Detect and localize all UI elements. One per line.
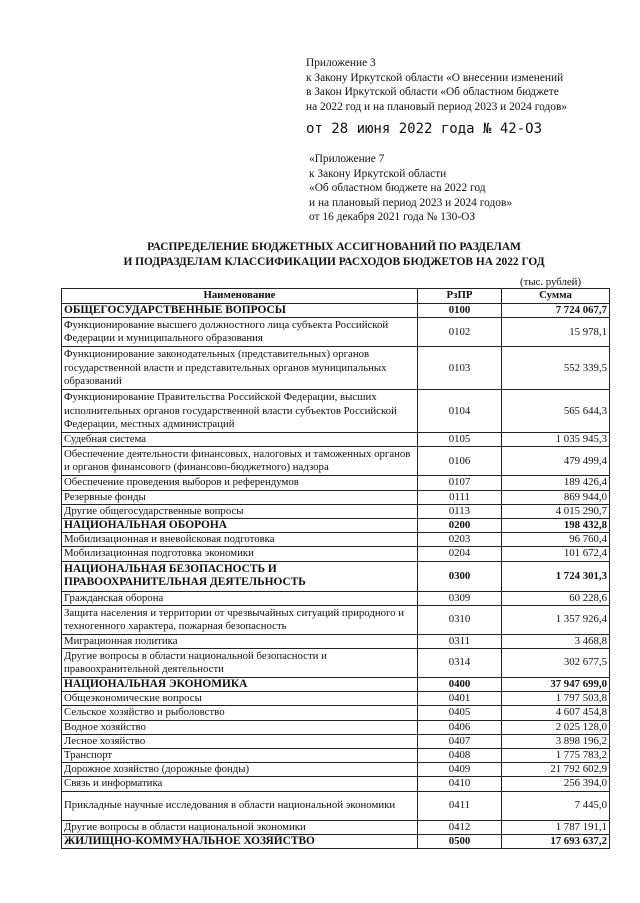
table-row <box>62 318 610 347</box>
cell-code: 0204 <box>418 547 502 561</box>
section-row <box>62 834 610 848</box>
cell-name: Прикладные научные исследования в области национальной экономики <box>62 791 418 820</box>
table-row <box>62 634 610 648</box>
table-row <box>62 591 610 605</box>
section-row <box>62 304 610 318</box>
appendix-line: к Закону Иркутской области «О внесении изменений <box>306 71 564 84</box>
appendix-line: в Закон Иркутской области «Об областном бюджете <box>306 86 559 99</box>
cell-sum: 1 775 783,2 <box>502 749 610 763</box>
cell-sum: 479 499,4 <box>502 447 610 476</box>
cell-code: 0406 <box>418 720 502 734</box>
table-row <box>62 649 610 678</box>
document-title <box>60 240 608 269</box>
cell-code: 0500 <box>418 834 502 848</box>
appendix-line: и на плановый период 2023 и 2024 годов» <box>309 196 513 209</box>
cell-sum: 4 607 454,8 <box>502 706 610 720</box>
cell-sum: 96 760,4 <box>502 533 610 547</box>
cell-sum: 198 432,8 <box>502 519 610 533</box>
cell-sum: 60 228,6 <box>502 591 610 605</box>
table-row <box>62 763 610 777</box>
appendix-line: «Об областном бюджете на 2022 год <box>309 182 486 195</box>
cell-name: Сельское хозяйство и рыболовство <box>62 706 418 720</box>
table-row <box>62 777 610 791</box>
cell-code: 0412 <box>418 820 502 834</box>
cell-code: 0309 <box>418 591 502 605</box>
cell-sum: 1 357 926,4 <box>502 605 610 634</box>
cell-name: Защита населения и территории от чрезвычайных ситуаций природного и техногенного характера, пожарная безопасность <box>62 605 418 634</box>
cell-name: Судебная система <box>62 433 418 447</box>
original-appendix-header <box>309 152 512 225</box>
cell-name: НАЦИОНАЛЬНАЯ ОБОРОНА <box>62 519 418 533</box>
cell-name: Лесное хозяйство <box>62 734 418 748</box>
cell-code: 0113 <box>418 504 502 518</box>
cell-sum: 189 426,4 <box>502 476 610 490</box>
table-row <box>62 490 610 504</box>
cell-sum: 3 468,8 <box>502 634 610 648</box>
table-row <box>62 447 610 476</box>
cell-code: 0405 <box>418 706 502 720</box>
cell-name: Резервные фонды <box>62 490 418 504</box>
cell-name: Функционирование Правительства Российской Федерации, высших исполнительных органов государственной власти субъектов Российской Федерации, местных администраций <box>62 390 418 433</box>
section-row <box>62 519 610 533</box>
cell-code: 0102 <box>418 318 502 347</box>
table-row <box>62 820 610 834</box>
appendix-line: от 16 декабря 2021 года № 130-ОЗ <box>309 211 476 224</box>
cell-sum: 7 724 067,7 <box>502 304 610 318</box>
table-header-row <box>62 289 610 304</box>
cell-code: 0107 <box>418 476 502 490</box>
cell-code: 0103 <box>418 347 502 390</box>
cell-sum: 552 339,5 <box>502 347 610 390</box>
table-row <box>62 605 610 634</box>
cell-sum: 1 035 945,3 <box>502 433 610 447</box>
cell-code: 0100 <box>418 304 502 318</box>
section-row <box>62 678 610 692</box>
title-line: И ПОДРАЗДЕЛАМ КЛАССИФИКАЦИИ РАСХОДОВ БЮДЖЕТОВ НА 2022 ГОД <box>123 255 545 268</box>
cell-code: 0314 <box>418 649 502 678</box>
cell-sum: 17 693 637,2 <box>502 834 610 848</box>
cell-sum: 37 947 699,0 <box>502 678 610 692</box>
appendix-line: «Приложение 7 <box>309 153 385 165</box>
cell-sum: 1 724 301,3 <box>502 561 610 591</box>
cell-code: 0200 <box>418 519 502 533</box>
cell-code: 0311 <box>418 634 502 648</box>
cell-code: 0401 <box>418 692 502 706</box>
cell-code: 0300 <box>418 561 502 591</box>
cell-name: НАЦИОНАЛЬНАЯ ЭКОНОМИКА <box>62 678 418 692</box>
table-row <box>62 390 610 433</box>
cell-code: 0310 <box>418 605 502 634</box>
cell-sum: 101 672,4 <box>502 547 610 561</box>
cell-name: Общеэкономические вопросы <box>62 692 418 706</box>
title-line: РАСПРЕДЕЛЕНИЕ БЮДЖЕТНЫХ АССИГНОВАНИЙ ПО РАЗДЕЛАМ <box>147 241 521 253</box>
cell-code: 0105 <box>418 433 502 447</box>
cell-name: Миграционная политика <box>62 634 418 648</box>
cell-name: Функционирование законодательных (представительных) органов государственной власти и представительных органов муниципальных образований <box>62 347 418 390</box>
cell-name: Мобилизационная подготовка экономики <box>62 547 418 561</box>
cell-code: 0203 <box>418 533 502 547</box>
cell-code: 0106 <box>418 447 502 476</box>
cell-sum: 1 787 191,1 <box>502 820 610 834</box>
appendix-line: к Закону Иркутской области <box>309 167 447 180</box>
header-code: РзПР <box>418 289 502 304</box>
date-line: от 28 июня 2022 года № 42-ОЗ <box>306 121 543 137</box>
cell-name: Функционирование высшего должностного лица субъекта Российской Федерации и муниципального образования <box>62 318 418 347</box>
cell-sum: 21 792 602,9 <box>502 763 610 777</box>
budget-table <box>61 288 610 849</box>
table-row <box>62 692 610 706</box>
table-row <box>62 533 610 547</box>
cell-name: ОБЩЕГОСУДАРСТВЕННЫЕ ВОПРОСЫ <box>62 304 418 318</box>
table-row <box>62 547 610 561</box>
section-row <box>62 561 610 591</box>
cell-name: Другие вопросы в области национальной экономики <box>62 820 418 834</box>
cell-sum: 302 677,5 <box>502 649 610 678</box>
table-row <box>62 347 610 390</box>
cell-sum: 4 015 290,7 <box>502 504 610 518</box>
table-row <box>62 749 610 763</box>
cell-code: 0407 <box>418 734 502 748</box>
cell-code: 0400 <box>418 678 502 692</box>
cell-sum: 3 898 196,2 <box>502 734 610 748</box>
cell-sum: 1 797 503,8 <box>502 692 610 706</box>
cell-name: Мобилизационная и вневойсковая подготовка <box>62 533 418 547</box>
units-label: (тыс. рублей) <box>520 276 582 288</box>
table-row <box>62 791 610 820</box>
table-row <box>62 504 610 518</box>
appendix-line: на 2022 год и на плановый период 2023 и 2024 годов» <box>306 100 568 113</box>
cell-sum: 7 445,0 <box>502 791 610 820</box>
cell-name: Водное хозяйство <box>62 720 418 734</box>
cell-name: НАЦИОНАЛЬНАЯ БЕЗОПАСНОСТЬ И ПРАВООХРАНИТЕЛЬНАЯ ДЕЯТЕЛЬНОСТЬ <box>62 561 418 591</box>
cell-code: 0411 <box>418 791 502 820</box>
cell-name: Гражданская оборона <box>62 591 418 605</box>
cell-name: Другие вопросы в области национальной безопасности и правоохранительной деятельности <box>62 649 418 678</box>
cell-name: Дорожное хозяйство (дорожные фонды) <box>62 763 418 777</box>
cell-name: ЖИЛИЩНО-КОММУНАЛЬНОЕ ХОЗЯЙСТВО <box>62 834 418 848</box>
cell-name: Связь и информатика <box>62 777 418 791</box>
header-sum: Сумма <box>502 289 610 304</box>
cell-code: 0410 <box>418 777 502 791</box>
cell-code: 0408 <box>418 749 502 763</box>
table-row <box>62 433 610 447</box>
table-row <box>62 720 610 734</box>
cell-sum: 565 644,3 <box>502 390 610 433</box>
cell-sum: 2 025 128,0 <box>502 720 610 734</box>
cell-code: 0111 <box>418 490 502 504</box>
cell-name: Обеспечение деятельности финансовых, налоговых и таможенных органов и органов финансового (финансово-бюджетного) надзора <box>62 447 418 476</box>
table-row <box>62 734 610 748</box>
cell-name: Другие общегосударственные вопросы <box>62 504 418 518</box>
header-name: Наименование <box>62 289 418 304</box>
table-row <box>62 706 610 720</box>
appendix-line: Приложение 3 <box>306 57 376 69</box>
cell-name: Обеспечение проведения выборов и референдумов <box>62 476 418 490</box>
cell-sum: 869 944,0 <box>502 490 610 504</box>
cell-code: 0104 <box>418 390 502 433</box>
cell-sum: 256 394,0 <box>502 777 610 791</box>
cell-code: 0409 <box>418 763 502 777</box>
table-row <box>62 476 610 490</box>
cell-sum: 15 978,1 <box>502 318 610 347</box>
appendix-header <box>306 56 567 114</box>
cell-name: Транспорт <box>62 749 418 763</box>
